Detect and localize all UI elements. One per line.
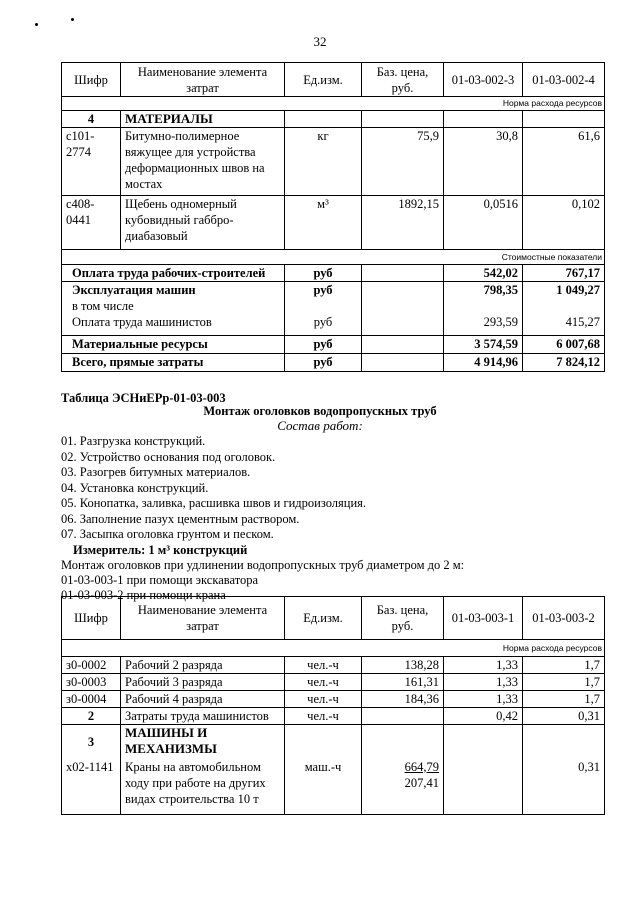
row-unit: чел.-ч: [285, 691, 362, 708]
machine-unit: маш.-ч: [285, 759, 362, 815]
bottom-resource-table: [61, 596, 605, 815]
row-value-1: 1,33: [444, 674, 523, 691]
cost-value-2: 767,17: [523, 265, 605, 282]
row-name: Рабочий 3 разряда: [121, 674, 285, 691]
mount-description: Монтаж оголовков при удлинении водопропускных труб диаметром до 2 м:: [61, 558, 465, 572]
section-title: МАШИНЫ И МЕХАНИЗМЫ: [121, 725, 285, 759]
row-price: 184,36: [362, 691, 444, 708]
norm-label: Норма расхода ресурсов: [62, 97, 605, 111]
scan-mark-2: [71, 18, 74, 21]
row-code: з0-0003: [62, 674, 121, 691]
cost-unit: руб: [285, 282, 362, 299]
labor-value-1: 0,42: [444, 708, 523, 725]
header-col1: 01-03-003-1: [444, 597, 523, 640]
cost-name: Всего, прямые затраты: [62, 353, 285, 371]
cost-row: [62, 335, 605, 353]
work-heading: Состав работ:: [277, 418, 363, 433]
cost-name: Оплата труда рабочих-строителей: [62, 265, 285, 282]
cost-row: [62, 298, 605, 314]
row-unit: кг: [285, 128, 362, 196]
header-col1: 01-03-002-3: [444, 63, 523, 97]
cost-name: Эксплуатация машин: [62, 282, 285, 299]
meter-label: Измеритель: 1 м³ конструкций: [73, 543, 248, 557]
machine-value-1: [444, 759, 523, 815]
norm-row: [62, 97, 605, 111]
list-item: 07. Засыпка оголовка грунтом и песком.: [61, 527, 274, 541]
list-item: 04. Установка конструкций.: [61, 480, 209, 495]
row-code: с408-0441: [62, 196, 121, 250]
cost-label-row: [62, 250, 605, 265]
header-code: Шифр: [62, 597, 121, 640]
row-value-1: 30,8: [444, 128, 523, 196]
cost-unit: руб: [285, 353, 362, 371]
cost-value-2: 415,27: [523, 314, 605, 335]
cost-name: в том числе: [62, 298, 285, 314]
list-item: 03. Разогрев битумных материалов.: [61, 465, 251, 479]
row-code: з0-0002: [62, 657, 121, 674]
machine-price-2: 207,41: [404, 775, 439, 790]
row-price: 1892,15: [362, 196, 444, 250]
machine-name: Краны на автомобильном ходу при работе на других видах строительства 10 т: [121, 759, 285, 815]
labor-row: [62, 708, 605, 725]
row-name: Щебень одномерный кубовидный габбро-диабазовый: [121, 196, 285, 250]
header-unit: Ед.изм.: [285, 63, 362, 97]
cost-row: [62, 282, 605, 299]
scan-mark-1: [35, 23, 38, 26]
row-code: з0-0004: [62, 691, 121, 708]
table-subtitle: Монтаж оголовков водопропускных труб: [203, 404, 437, 418]
machine-price-1: 664,79: [404, 759, 439, 774]
row-value-1: 1,33: [444, 691, 523, 708]
table-title: Таблица ЭСНиЕРр-01-03-003: [61, 391, 226, 405]
list-item: 01. Разгрузка конструкций.: [61, 434, 206, 448]
table-header-row: [62, 63, 605, 97]
header-col2: 01-03-002-4: [523, 63, 605, 97]
row-name: Битумно-полимерное вяжущее для устройства деформационных швов на мостах: [121, 128, 285, 196]
header-name: Наименование элемента затрат: [121, 63, 285, 97]
table-header-row: [62, 597, 605, 640]
labor-unit: чел.-ч: [285, 708, 362, 725]
section-number: 4: [62, 111, 121, 128]
cost-name: Материальные ресурсы: [62, 335, 285, 353]
row-code: с101-2774: [62, 128, 121, 196]
cost-name: Оплата труда машинистов: [62, 314, 285, 335]
cost-row: [62, 265, 605, 282]
row-value-1: 1,33: [444, 657, 523, 674]
row-unit: м³: [285, 196, 362, 250]
row-price: 161,31: [362, 674, 444, 691]
cost-row: [62, 314, 605, 335]
cost-value-1: 542,02: [444, 265, 523, 282]
cost-value-2: 1 049,27: [523, 282, 605, 299]
section-title: МАТЕРИАЛЫ: [121, 111, 285, 128]
cost-value-1: 798,35: [444, 282, 523, 299]
cost-value-1: 4 914,96: [444, 353, 523, 371]
work-items-list: [61, 434, 366, 543]
row-value-2: 0,102: [523, 196, 605, 250]
cost-unit: руб: [285, 335, 362, 353]
cost-unit: руб: [285, 265, 362, 282]
table-row: [62, 691, 605, 708]
labor-code: 2: [62, 708, 121, 725]
labor-name: Затраты труда машинистов: [121, 708, 285, 725]
norm-row: [62, 640, 605, 657]
norm-label: Норма расхода ресурсов: [62, 640, 605, 657]
header-unit: Ед.изм.: [285, 597, 362, 640]
header-price: Баз. цена, руб.: [362, 63, 444, 97]
table-row: [62, 196, 605, 250]
row-value-1: 0,0516: [444, 196, 523, 250]
list-item: 06. Заполнение пазух цементным раствором.: [61, 511, 300, 526]
row-value-2: 1,7: [523, 657, 605, 674]
machine-code: х02-1141: [62, 759, 121, 815]
section-row: [62, 111, 605, 128]
cost-row: [62, 353, 605, 371]
table-row: [62, 128, 605, 196]
row-value-2: 1,7: [523, 674, 605, 691]
cost-unit: руб: [285, 314, 362, 335]
machine-row: [62, 759, 605, 815]
row-value-2: 1,7: [523, 691, 605, 708]
header-col2: 01-03-003-2: [523, 597, 605, 640]
section-row: [62, 725, 605, 759]
cost-label: Стоимостные показатели: [62, 250, 605, 265]
row-unit: чел.-ч: [285, 657, 362, 674]
variant-2: 01-03-003-2 при помощи крана: [61, 588, 226, 602]
table-row: [62, 674, 605, 691]
machine-value-2: 0,31: [523, 759, 605, 815]
header-name: Наименование элемента затрат: [121, 597, 285, 640]
top-resource-table: [61, 62, 605, 372]
row-price: 75,9: [362, 128, 444, 196]
header-code: Шифр: [62, 63, 121, 97]
cost-value-1: 3 574,59: [444, 335, 523, 353]
variant-1: 01-03-003-1 при помощи экскаватора: [61, 573, 259, 587]
row-value-2: 61,6: [523, 128, 605, 196]
header-price: Баз. цена, руб.: [362, 597, 444, 640]
labor-value-2: 0,31: [523, 708, 605, 725]
table-row: [62, 657, 605, 674]
row-name: Рабочий 4 разряда: [121, 691, 285, 708]
row-unit: чел.-ч: [285, 674, 362, 691]
cost-value-2: 6 007,68: [523, 335, 605, 353]
section-number: 3: [62, 725, 121, 759]
cost-value-1: 293,59: [444, 314, 523, 335]
row-price: 138,28: [362, 657, 444, 674]
page-number: 32: [313, 34, 327, 49]
list-item: 05. Конопатка, заливка, расшивка швов и гидроизоляция.: [61, 496, 367, 510]
list-item: 02. Устройство основания под оголовок.: [61, 449, 276, 464]
row-name: Рабочий 2 разряда: [121, 657, 285, 674]
cost-value-2: 7 824,12: [523, 353, 605, 371]
